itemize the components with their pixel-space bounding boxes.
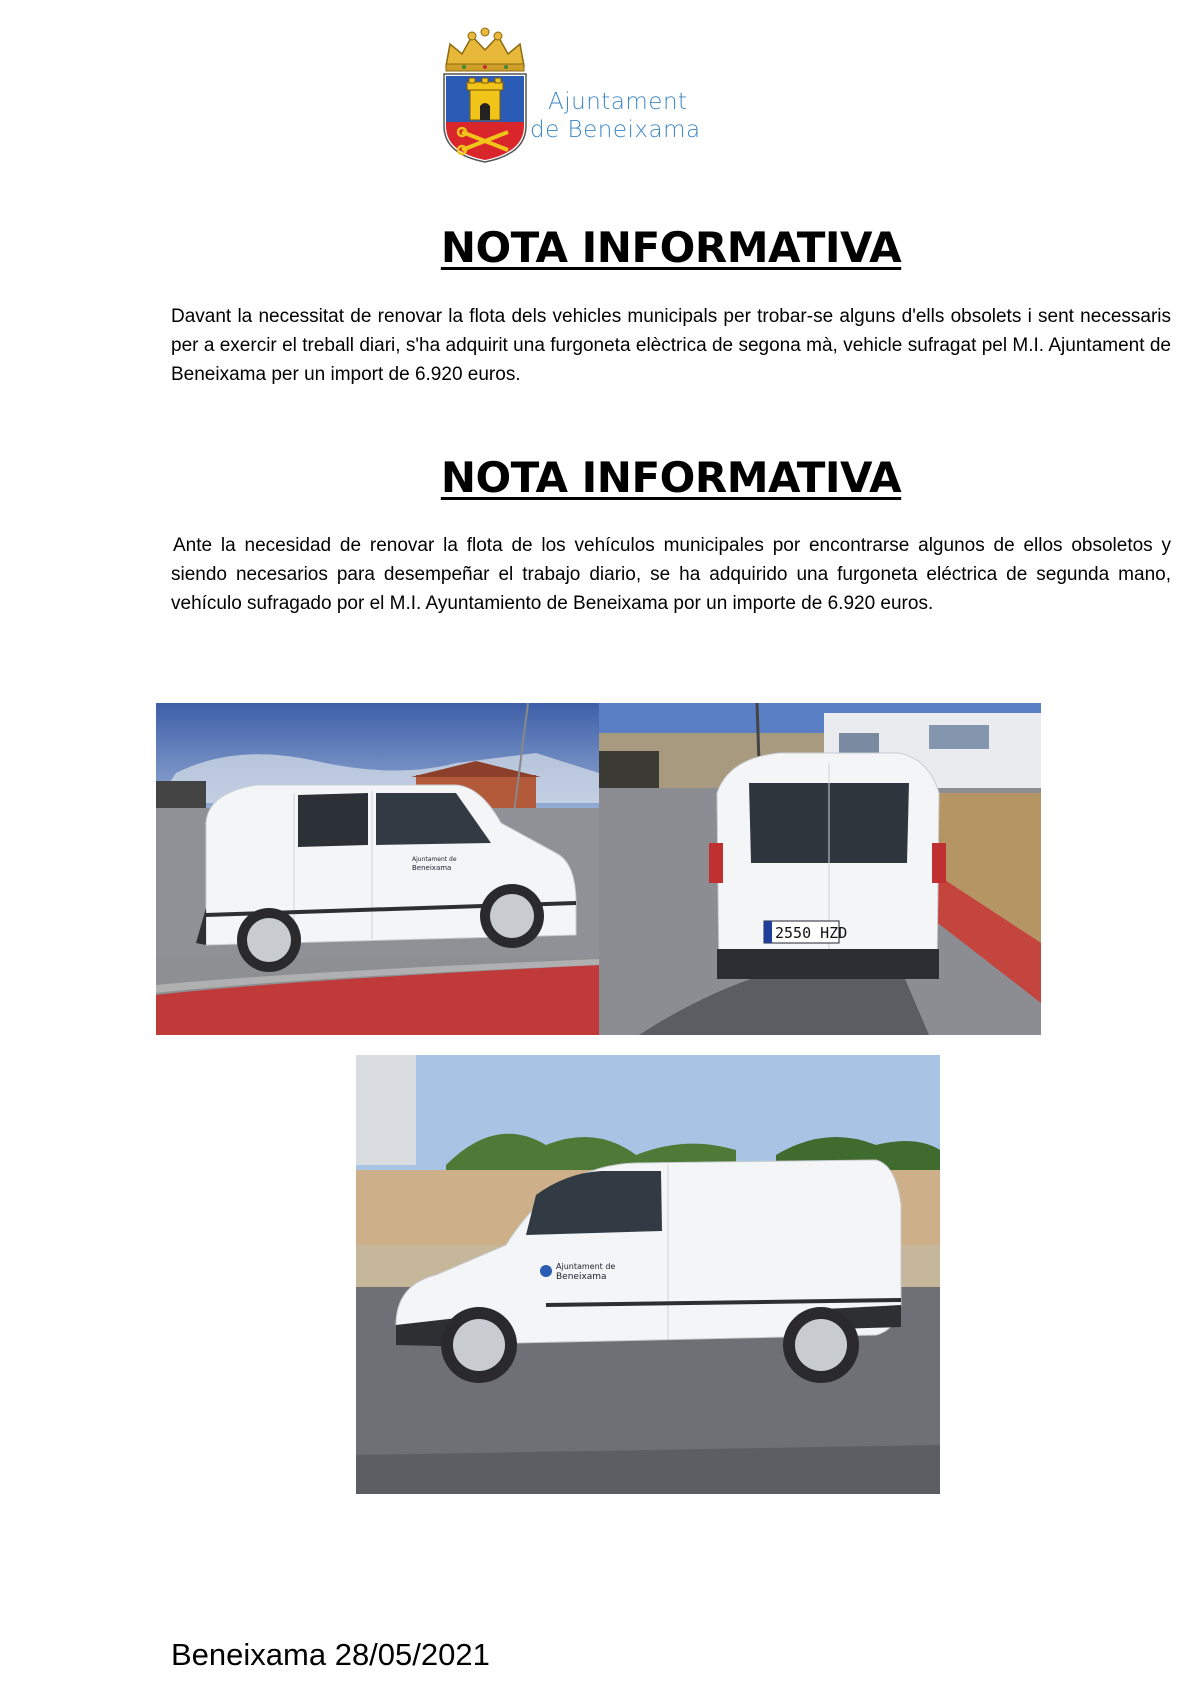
logo-text	[530, 88, 701, 144]
van-door-label-large-1: Ajuntament de	[556, 1262, 616, 1271]
heading-spanish: NOTA INFORMATIVA	[440, 453, 902, 502]
heading-catalan: NOTA INFORMATIVA	[440, 223, 902, 272]
van-rear-photo	[599, 703, 1041, 1035]
van-left-side-photo	[356, 1055, 940, 1494]
paragraph-catalan: Davant la necessitat de renovar la flota dels vehicles municipals per trobar-se alguns d'ells obsolets i sent necessaris per a exercir el treball diari, s'ha adquirit una furgoneta elèctrica de segona mà, vehicle sufragat pel M.I. Ajuntament de Beneixama per un import de 6.920 euros.	[171, 306, 1171, 385]
logo-line-2: de Beneixama	[530, 117, 701, 143]
coat-of-arms-icon	[440, 26, 530, 166]
place-and-date: Beneixama 28/05/2021	[171, 1637, 490, 1672]
van-side-photo	[156, 703, 599, 1035]
van-door-label-2: Beneixama	[412, 864, 452, 872]
paragraph-spanish: Ante la necesidad de renovar la flota de los vehículos municipales por encontrarse algunos de ellos obsoletos y siendo necesarios para desempeñar el trabajo diario, se ha adquirido una furgoneta eléctrica de segunda mano, vehículo sufragado por el M.I. Ayuntamiento de Beneixama por un importe de 6.920 euros.	[171, 535, 1171, 614]
license-plate: 2550 HZD	[775, 924, 848, 942]
logo-line-1: Ajuntament	[548, 89, 688, 115]
municipal-logo	[440, 26, 740, 166]
van-door-label-large-2: Beneixama	[556, 1272, 607, 1282]
van-door-label-1: Ajuntament de	[412, 856, 457, 863]
